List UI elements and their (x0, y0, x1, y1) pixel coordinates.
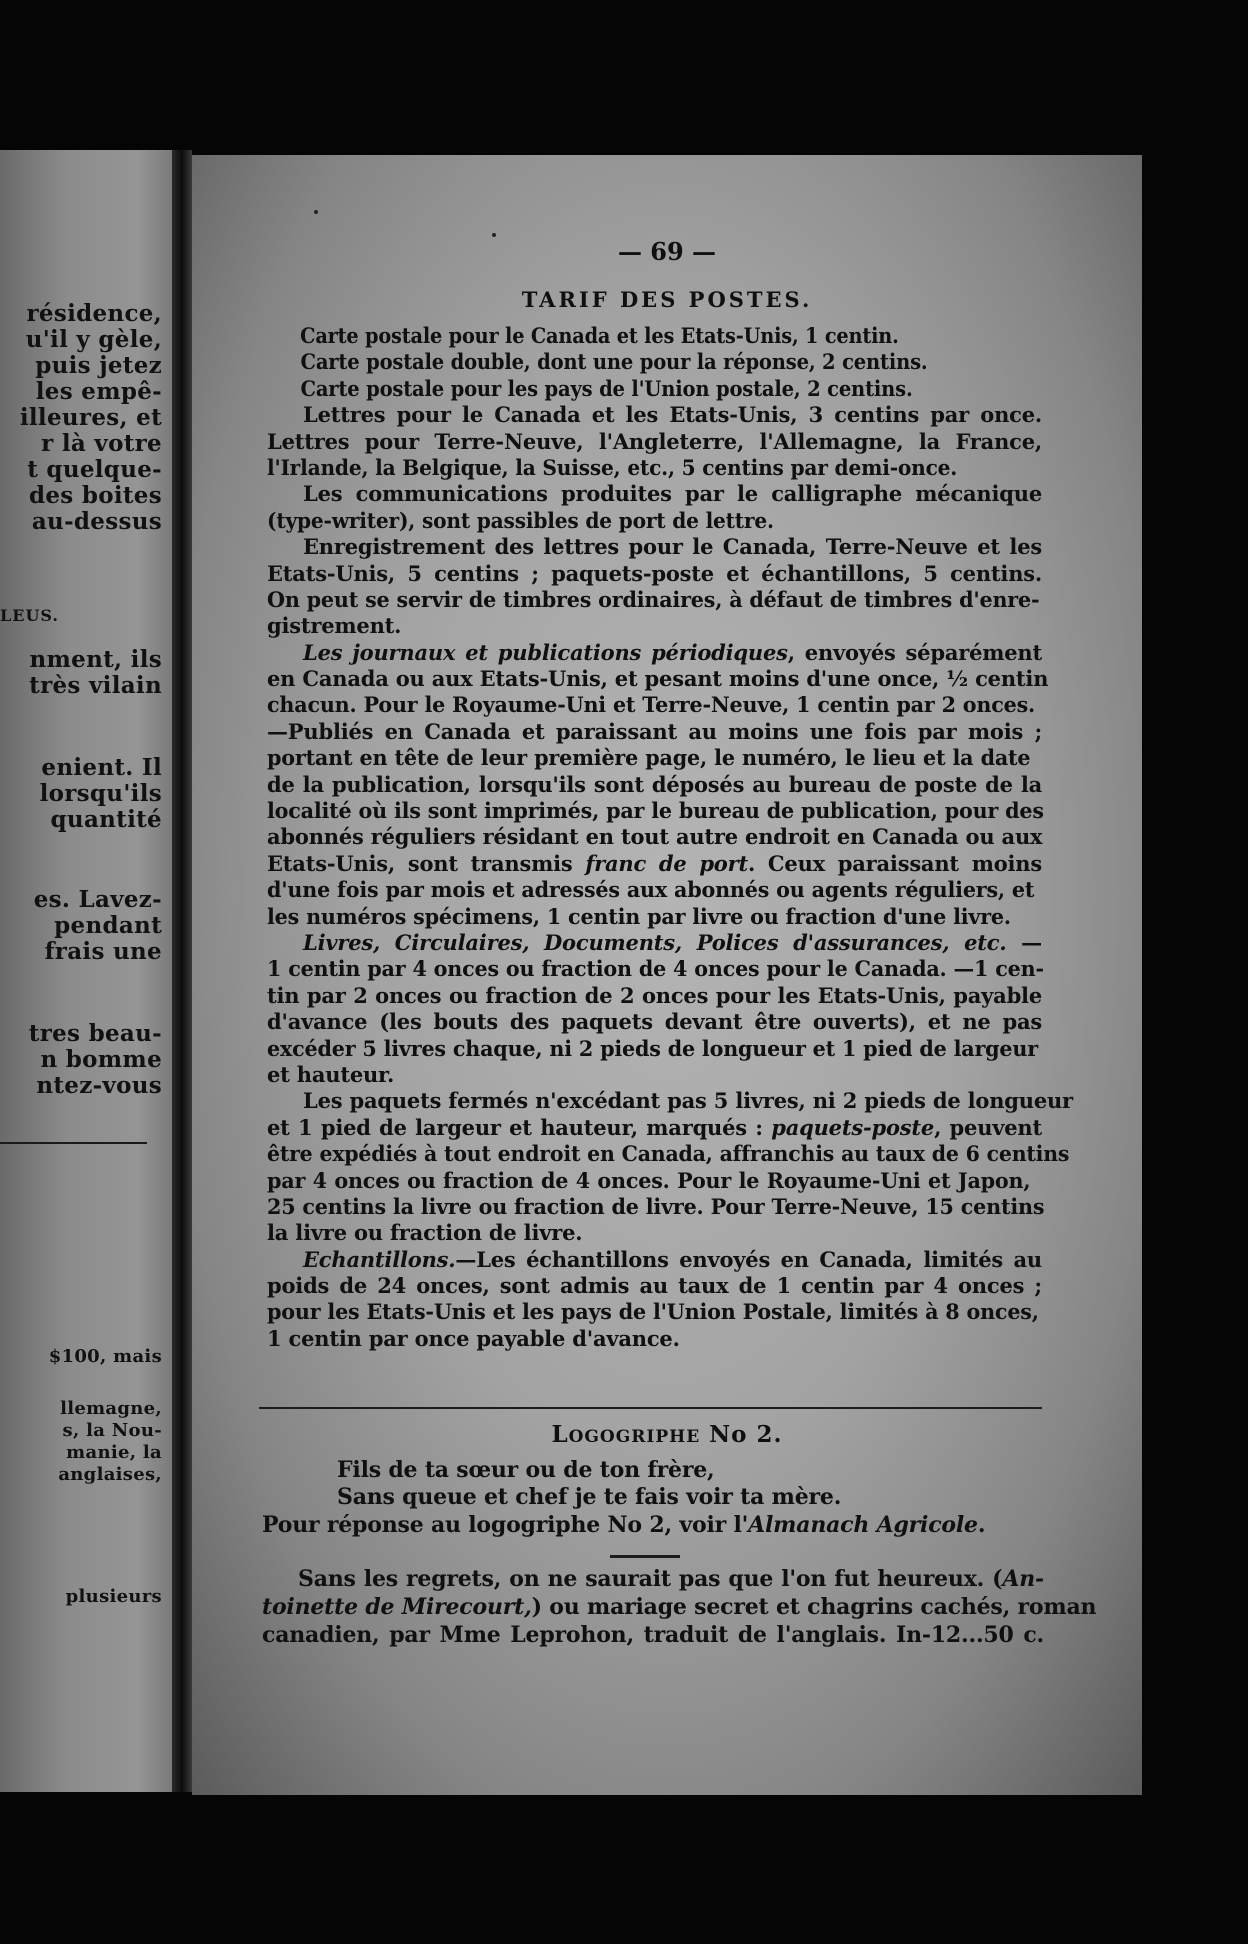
book-gutter (172, 150, 192, 1792)
left-fragment: au-dessus (31, 508, 162, 535)
page-title: TARIF DES POSTES. (521, 287, 813, 312)
text-line: de la publication, lorsqu'ils sont déposés au bureau de poste de la (267, 771, 1042, 797)
text-line: —Publiés en Canada et paraissant au moins une fois par mois ; (267, 718, 1042, 744)
text-line: en Canada ou aux Etats-Unis, et pesant moins d'une once, ½ centin (267, 666, 1049, 692)
text-line: abonnés réguliers résidant en tout autre endroit en Canada ou aux (267, 824, 1043, 850)
logogriphe-verse (337, 1457, 841, 1511)
text-line: poids de 24 onces, sont admis au taux de 1 centin par 4 onces ; (267, 1273, 1042, 1299)
left-fragment: u'il y gèle, (25, 326, 162, 353)
italic-term: Echantillons. (303, 1246, 456, 1272)
left-fragment: pendant (54, 912, 162, 939)
left-fragment: les empê- (35, 378, 162, 405)
text-line: localité où ils sont imprimés, par le bureau de publication, pour des (267, 798, 1044, 824)
text-line: Les paquets fermés n'excédant pas 5 livres, ni 2 pieds de longueur (303, 1088, 1073, 1114)
left-fragment: plusieurs (65, 1586, 162, 1607)
left-fragment: manie, la (66, 1442, 162, 1463)
left-fragment: anglaises, (58, 1464, 162, 1485)
answer-line: Pour réponse au logogriphe No 2, voir l'Almanach Agricole. (262, 1512, 986, 1538)
text-line: On peut se servir de timbres ordinaires, à défaut de timbres d'enre- (267, 586, 1040, 612)
ad-line: canadien, par Mme Leprohon, traduit de l'anglais. In-12...50 c. (262, 1622, 1044, 1648)
text-line: chacun. Pour le Royaume-Uni et Terre-Neuve, 1 centin par 2 onces. (267, 692, 1036, 718)
short-divider (610, 1555, 680, 1558)
left-fragment: des boites (28, 482, 162, 509)
text-line: Echantillons.—Les échantillons envoyés en Canada, limités au (303, 1246, 1042, 1272)
ad-line: Sans les regrets, on ne saurait pas que l'on fut heureux. (An- (298, 1566, 1044, 1592)
italic-term: paquets-poste (771, 1114, 935, 1140)
left-fragment: llemagne, (60, 1398, 162, 1419)
left-fragment: s, la Nou- (62, 1420, 162, 1441)
left-divider (0, 1142, 147, 1144)
text-line: les numéros spécimens, 1 centin par livre ou fraction d'une livre. (267, 903, 1011, 929)
left-fragment: très vilain (29, 672, 162, 699)
postal-tariff-text (267, 323, 1073, 1352)
text-line: Lettres pour Terre-Neuve, l'Angleterre, l'Allemagne, la France, (267, 428, 1042, 454)
speck (314, 210, 318, 214)
text-line: par 4 onces ou fraction de 4 onces. Pour le Royaume-Uni et Japon, (267, 1167, 1031, 1193)
left-heading-fragment: LEUS. (0, 606, 59, 625)
left-fragment: quantité (50, 806, 162, 833)
italic-term: Livres, Circulaires, Documents, Polices d'assurances, etc. (303, 929, 1007, 955)
text-line: Lettres pour le Canada et les Etats-Unis, 3 centins par once. (303, 402, 1042, 428)
left-fragment: résidence, (26, 300, 162, 327)
italic-term: franc de port (585, 850, 748, 876)
text-line: tin par 2 onces ou fraction de 2 onces pour les Etats-Unis, payable (267, 982, 1042, 1008)
text-line: Les journaux et publications périodiques, envoyés séparément (303, 639, 1042, 665)
left-fragment: lorsqu'ils (39, 780, 162, 807)
speck (492, 233, 496, 237)
text-line: portant en tête de leur première page, le numéro, le lieu et la date (267, 745, 1031, 771)
text-line: Etats-Unis, 5 centins ; paquets-poste et échantillons, 5 centins. (267, 560, 1042, 586)
italic-term: Les journaux et publications périodiques (303, 639, 788, 665)
left-fragment: nment, ils (29, 646, 162, 673)
text-line: excéder 5 livres chaque, ni 2 pieds de longueur et 1 pied de largeur (267, 1035, 1038, 1061)
text-line: Les communications produites par le calligraphe mécanique (303, 481, 1042, 507)
text-line: 1 centin par once payable d'avance. (267, 1325, 680, 1351)
left-fragment: n bomme (40, 1046, 162, 1073)
text-line: (type-writer), sont passibles de port de lettre. (267, 507, 774, 533)
text-line: Carte postale double, dont une pour la réponse, 2 centins. (300, 349, 928, 375)
text-line: Carte postale pour les pays de l'Union postale, 2 centins. (300, 375, 913, 401)
text-line: pour les Etats-Unis et les pays de l'Union Postale, limités à 8 onces, (267, 1299, 1039, 1325)
left-fragment: tres beau- (28, 1020, 162, 1047)
book-advertisement (262, 1565, 1097, 1649)
text-line: l'Irlande, la Belgique, la Suisse, etc., 5 centins par demi-once. (267, 454, 958, 480)
left-fragment: enient. Il (41, 754, 162, 781)
left-fragment: illeures, et (19, 404, 162, 431)
verse-line: Sans queue et chef je te fais voir ta mère. (337, 1484, 842, 1510)
left-fragment: ntez-vous (36, 1072, 162, 1099)
text-line: Etats-Unis, sont transmis franc de port. Ceux paraissant moins (267, 850, 1043, 876)
logogriphe-answer (262, 1512, 1042, 1538)
left-fragment: puis jetez (35, 352, 162, 379)
text-line: être expédiés à tout endroit en Canada, affranchis au taux de 6 centins (267, 1141, 1070, 1167)
page-number: — 69 — (617, 237, 717, 266)
text-line: Enregistrement des lettres pour le Canada, Terre-Neuve et les (303, 534, 1042, 560)
logogriphe-title: LOGOGRIPHE No 2. (551, 1421, 783, 1448)
left-fragment: es. Lavez- (33, 886, 162, 913)
verse-line: Fils de ta sœur ou de ton frère, (337, 1457, 715, 1483)
text-line: gistrement. (267, 613, 402, 639)
ad-line: toinette de Mirecourt,) ou mariage secret et chagrins cachés, roman (262, 1594, 1097, 1620)
left-fragment: t quelque- (27, 456, 162, 483)
left-fragment: frais une (44, 938, 162, 965)
text-line: Livres, Circulaires, Documents, Polices d'assurances, etc. — (303, 929, 1042, 955)
text-line: et 1 pied de largeur et hauteur, marqués : paquets-poste, peuvent (267, 1114, 1042, 1140)
text-line: d'une fois par mois et adressés aux abonnés ou agents réguliers, et (267, 877, 1035, 903)
left-page (0, 150, 172, 1792)
left-fragment: $100, mais (48, 1346, 162, 1367)
text-line: d'avance (les bouts des paquets devant être ouverts), et ne pas (267, 1009, 1042, 1035)
italic-title: Almanach Agricole (748, 1512, 978, 1538)
section-divider (259, 1407, 1042, 1409)
left-fragment: r là votre (41, 430, 162, 457)
right-page (192, 155, 1142, 1795)
text-line: Carte postale pour le Canada et les Etats-Unis, 1 centin. (300, 323, 899, 348)
text-line: et hauteur. (267, 1061, 395, 1087)
text-line: la livre ou fraction de livre. (267, 1220, 583, 1246)
text-line: 1 centin par 4 onces ou fraction de 4 onces pour le Canada. —1 cen- (267, 956, 1044, 982)
text-line: 25 centins la livre ou fraction de livre. Pour Terre-Neuve, 15 centins (267, 1193, 1045, 1219)
